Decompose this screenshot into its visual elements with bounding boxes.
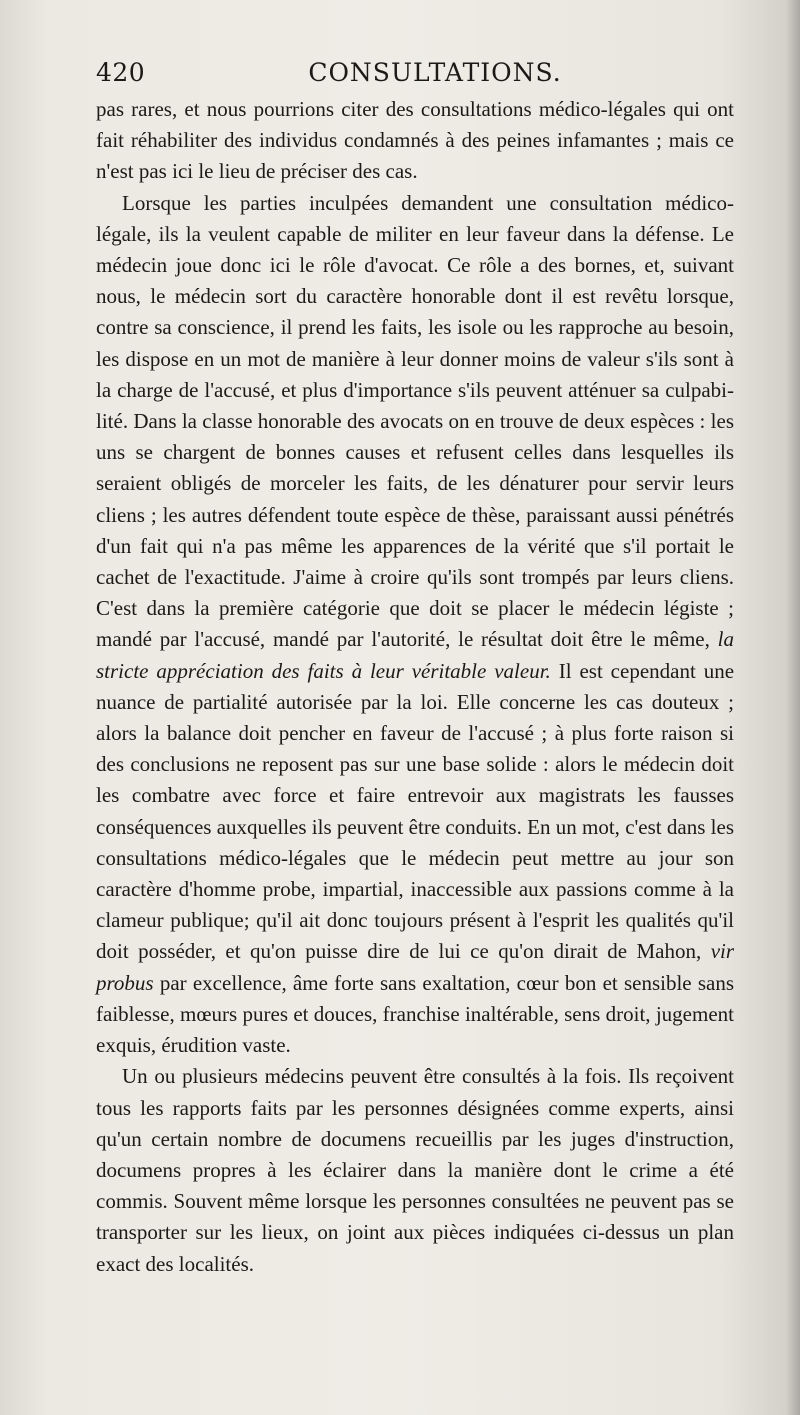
paragraph-2 (96, 188, 734, 1062)
page-number: 420 (96, 58, 146, 87)
paragraph-3 (96, 1061, 734, 1279)
paragraph-2-text-c: par excellence, âme forte sans exaltation, cœur bon et sensible sans faiblesse, mœurs pures et douces, franchise inaltérable, sens droit, jugement exquis, érudition vaste. (96, 970, 735, 1058)
paragraph-1-text: pas rares, et nous pourrions citer des consultations médico-légales qui ont fait réhabiliter des individus condamnés à des peines infamantes ; mais ce n'est pas ici le lieu de préciser des cas. (96, 97, 734, 184)
paragraph-3-text: Un ou plusieurs médecins peuvent être consultés à la fois. Ils reçoivent tous les rapports faits par les personnes désignées comme experts, ainsi qu'un certain nombre de documens recueillis par les juges d'instruction, documens propres à les éclairer dans la manière dont le crime a été commis. Souvent même lorsque les personnes consultées ne peuvent pas se transporter sur les lieux, on joint aux pièces indiquées ci-dessus un plan exact des localités. (96, 1064, 734, 1276)
paragraph-2-latin-phrase: vir probus (96, 939, 735, 995)
body-text (96, 94, 734, 1280)
paragraph-1 (96, 94, 734, 188)
paragraph-2-text-b: Il est cependant une nuance de partialité autorisée par la loi. Elle concerne les cas douteux ; alors la balance doit pencher en faveur de l'accusé ; à plus forte raison si des conclusions ne reposent pas sur une base solide : alors le médecin doit les combatre avec force et faire entrevoir aux magistrats les fausses conséquences auxquelles ils peuvent être conduits. En un mot, c'est dans les consultations médico-légales que le médecin peut mettre au jour son caractère d'homme probe, impartial, inaccessible aux passions comme à la clameur publique; qu'il ait donc toujours présent à l'esprit les qualités qu'il doit posséder, et qu'on puisse dire de lui ce qu'on dirait de Mahon, (96, 658, 735, 964)
paragraph-2-text-a: Lorsque les parties inculpées demandent une consultation médico-légale, ils la veulent capable de militer en leur faveur dans la défense. Le médecin joue donc ici le rôle d'avocat. Ce rôle a des bornes, et, suivant nous, le médecin sort du caractère honorable dont il est revêtu lorsque, contre sa conscience, il prend les faits, les isole ou les rapproche au besoin, les dispose en un mot de manière à leur donner moins de valeur s'ils sont à la charge de l'accusé, et plus d'importance s'ils peuvent atténuer sa culpabilité. Dans la classe honorable des avocats on en trouve de deux espèces : les uns se chargent de bonnes causes et refusent celles dans lesquelles ils seraient obligés de morceler les faits, de les dénaturer pour servir leurs cliens ; les autres défendent toute espèce de thèse, paraissant aussi pénétrés d'un fait qui n'a pas même les apparences de la vérité que s'il portait le cachet de l'exactitude. J'aime à croire qu'ils sont trompés par leurs cliens. C'est dans la première catégorie que doit se placer le médecin légiste ; mandé par l'accusé, mandé par l'autorité, le résultat doit être le même, (96, 190, 734, 652)
paragraph-2-italic-phrase: la stricte appréciation des faits à leur véritable valeur. (96, 627, 735, 683)
running-head: CONSULTATIONS. (308, 58, 562, 87)
page-header (96, 52, 734, 92)
